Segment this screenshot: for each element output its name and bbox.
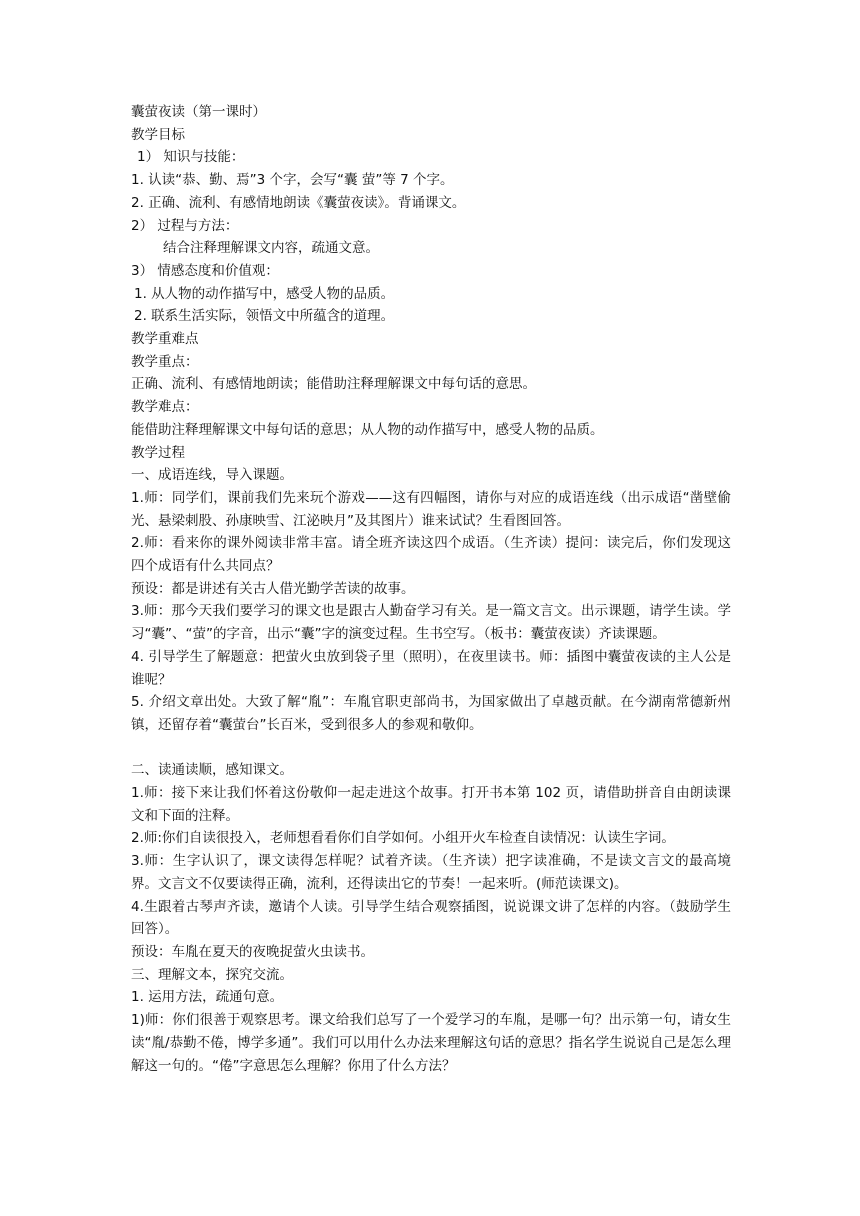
section3-paragraph: 1)师：你们很善于观察思考。课文给我们总写了一个爱学习的车胤，是哪一句？出示第一句，请女生读“胤/恭勤不倦，博学多通”。我们可以用什么办法来理解这句话的意思？指名学生说说自己是怎么理解这一句的。“倦”字意思怎么理解？你用了什么方法？ <box>131 1012 731 1074</box>
goals-heading: 教学目标 <box>131 126 185 143</box>
section1-paragraph: 3.师：那今天我们要学习的课文也是跟古人勤奋学习有关。是一篇文言文。出示课题，请学生读。学习“囊”、“萤”的字音，出示“囊”字的演变过程。生书空写。（板书：囊萤夜读）齐读课题。 <box>131 603 731 643</box>
goal3-item1: 1. 从人物的动作描写中，感受人物的品质。 <box>134 285 395 302</box>
difficult-label: 教学难点： <box>131 399 199 416</box>
section2-paragraph: 1.师：接下来让我们怀着这份敬仰一起走进这个故事。打开书本第 102 页，请借助拼音自由朗读课文和下面的注释。 <box>131 785 731 824</box>
section1-preset: 预设：都是讲述有关古人借光勤学苦读的故事。 <box>131 580 415 597</box>
section1-heading: 一、成语连线，导入课题。 <box>131 467 293 484</box>
section1-paragraph: 5. 介绍文章出处。大致了解“胤”：车胤官职吏部尚书，为国家做出了卓越贡献。在今湖南常德新州镇，还留存着“囊萤台”长百米，受到很多人的参观和敬仰。 <box>131 694 731 733</box>
goal2-heading: 2） 过程与方法： <box>131 217 239 234</box>
key-points-label: 教学重点： <box>131 353 199 370</box>
document-page <box>131 101 731 1077</box>
section1-paragraph: 2.师：看来你的课外阅读非常丰富。请全班齐读这四个成语。（生齐读）提问：读完后，你们发现这四个成语有什么共同点？ <box>131 535 731 575</box>
goal2-item1: 结合注释理解课文内容，疏通文意。 <box>163 240 379 257</box>
section3-subheading: 1. 运用方法，疏通句意。 <box>131 989 284 1006</box>
key-points-text: 正确、流利、有感情地朗读；能借助注释理解课文中每句话的意思。 <box>131 376 536 393</box>
goal1-item1: 1. 认读“恭、勤、焉”3 个字，会写“囊 萤”等 7 个字。 <box>131 172 454 189</box>
section2-paragraph: 2.师:你们自读很投入，老师想看看你们自学如何。小组开火车检查自读情况：认读生字词。 <box>131 830 675 847</box>
section3-heading: 三、理解文本，探究交流。 <box>131 966 293 983</box>
section2-heading: 二、读通读顺，感知课文。 <box>131 762 293 779</box>
goal3-heading: 3） 情感态度和价值观： <box>131 262 279 279</box>
section1-paragraph: 1.师：同学们，课前我们先来玩个游戏——这有四幅图，请你与对应的成语连线（出示成语“凿壁偷光、悬梁刺股、孙康映雪、江泌映月”及其图片）谁来试试？生看图回答。 <box>131 489 731 529</box>
goal1-heading: 1） 知识与技能： <box>137 149 245 166</box>
section2-paragraph: 4.生跟着古琴声齐读，邀请个人读。引导学生结合观察插图，说说课文讲了怎样的内容。（鼓励学生回答）。 <box>131 898 731 938</box>
process-heading: 教学过程 <box>131 444 185 461</box>
section1-paragraph: 4. 引导学生了解题意：把萤火虫放到袋子里（照明），在夜里读书。师：插图中囊萤夜读的主人公是谁呢？ <box>131 648 731 688</box>
section2-preset: 预设：车胤在夏天的夜晚捉萤火虫读书。 <box>131 944 374 960</box>
goal1-item2: 2. 正确、流利、有感情地朗读《囊萤夜读》。背诵课文。 <box>131 194 466 211</box>
goal3-item2: 2. 联系生活实际，领悟文中所蕴含的道理。 <box>134 308 395 325</box>
document-title: 囊萤夜读（第一课时） <box>131 104 266 120</box>
section2-paragraph: 3.师：生字认识了，课文读得怎样呢？试着齐读。（生齐读）把字读准确，不是读文言文的最高境界。文言文不仅要读得正确，流利，还得读出它的节奏！一起来听。(师范读课文)。 <box>131 853 731 892</box>
blank-line <box>131 737 731 760</box>
difficult-text: 能借助注释理解课文中每句话的意思；从人物的动作描写中，感受人物的品质。 <box>131 421 604 438</box>
key-heading: 教学重难点 <box>131 331 199 348</box>
